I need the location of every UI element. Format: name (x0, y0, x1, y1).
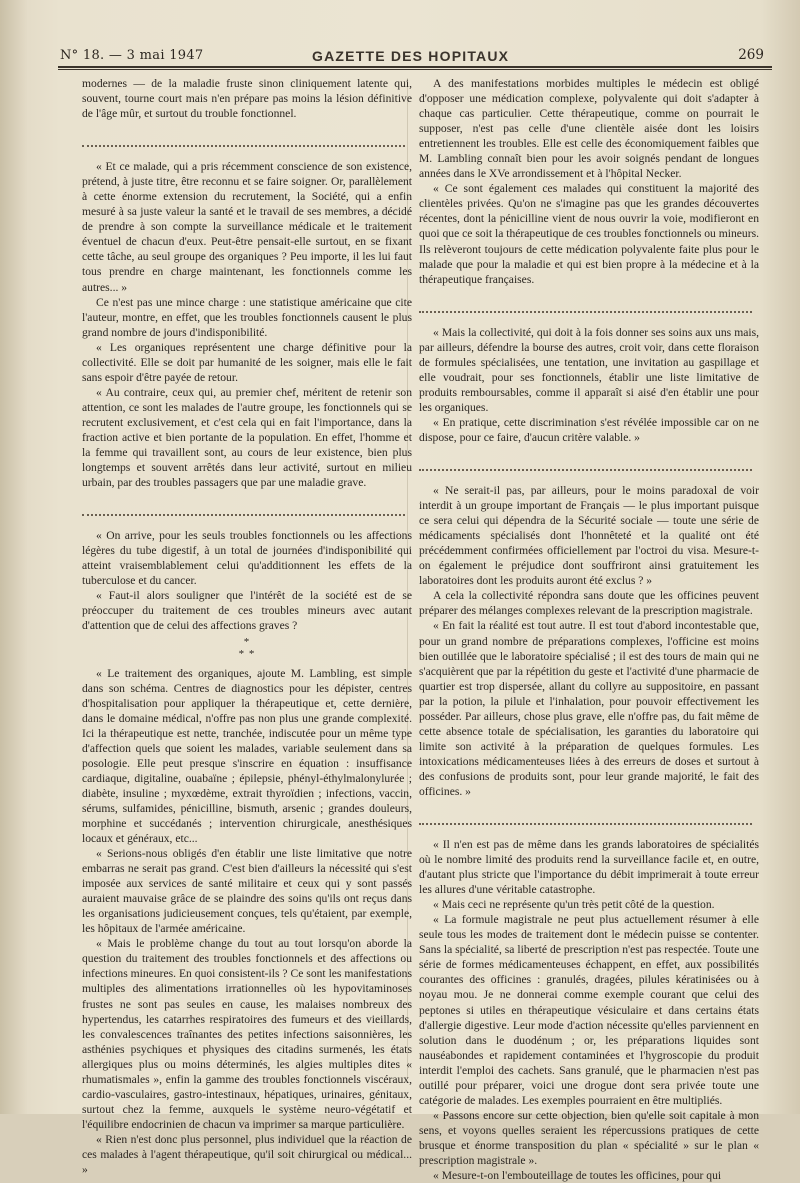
dotted-separator (82, 500, 405, 516)
paragraph: « Serions-nous obligés d'en établir une liste limitative que notre embarras ne serait pas grand. C'est bien d'ailleurs la nécessité qui s'est imposée aux services de santé militaire et ceux qui y sont passés auraient mauvaise grâce de se plaindre des soins qu'ils ont reçus dans les organisations judicieusement conçues, tels qu'étaient, par exemple, les hôpitaux de l'armée américaine. (82, 847, 412, 936)
paragraph: A des manifestations morbides multiples le médecin est obligé d'opposer une médication complexe, polyvalente qui doit s'adapter à chaque cas particulier. Cette thérapeutique, comme on pourrait le supposer, n'est pas celle d'une clientèle aisée dont les loisirs entretiennent les troubles. Elle est celle des économiquement faibles que M. Lambling connaît bien pour les avoir soignés pendant de longues années dans le XVe arrondissement et à l'hôpital Necker. (419, 77, 759, 181)
issue-date: N° 18. — 3 mai 1947 (60, 48, 204, 63)
paragraph: « Les organiques représentent une charge définitive pour la collectivité. Elle se doit par humanité de les soigner, mais elle le fait sans espoir d'être payée de retour. (82, 340, 412, 384)
paragraph: « En fait la réalité est tout autre. Il est tout d'abord incontestable que, pour un grand nombre de préparations complexes, l'officine est moins bien outillée que le laboratoire spécialisé ; il est des tours de main qui ne s'acquièrent que par la répétition du geste et l'activité d'une pharmacie de quartier est trop dispersée, allant du collyre au suppositoire, en passant par la potion, la pilule et l'inhalation, pour pouvoir effectivement les posséder. Par ailleurs, chose plus grave, elle n'offre pas, du fait même de cette absence totale de spécialisation, les garanties du laboratoire qui limite son activité à la préparation de quelques formules. Les intoxications médicamenteuses liées à des erreurs de doses et surtout à des confusions de produits sont, pour leur grande majorité, le fait des officines. » (419, 619, 759, 798)
paragraph: « Mais ceci ne représente qu'un très petit côté de la question. (433, 898, 715, 912)
paragraph: « Faut-il alors souligner que l'intérêt de la société est de se préoccuper du traitement de ces troubles mineurs avec autant d'attention que de celui des affections graves ? (82, 589, 412, 633)
paragraph: « Rien n'est donc plus personnel, plus individuel que la réaction de ces malades à l'agent thérapeutique, qu'il soit chirurgical ou médical... » (82, 1132, 412, 1177)
paragraph: « La formule magistrale ne peut plus actuellement résumer à elle seule tous les modes de traitement dont le médecin puisse se contenter. Sans la spécialité, sa liberté de prescription n'est pas respectée. Toute une série de formes médicamenteuses échappent, en effet, aux possibilités courantes des officines : granulés, dragées, pilules kératinisées ou à noyau mou. Je ne donnerai comme exemple courant que celui des peptones si utiles en thérapeutique vésiculaire et dans certains états d'allergie digestive. Leur mode d'action nécessite qu'elles parviennent en solution dans le duodénum ; or, les préparations liquides sont nauséabondes et rapidement contaminées et l'hygroscopie du produit interdit l'emploi des cachets. Sans granulé, que le pharmacien n'est pas outillé pour préparer, voici une drogue dont sera privée toute une catégorie de malades. Les exemples pourraient en être multipliés. (419, 913, 759, 1107)
header-rule-thin (58, 69, 772, 70)
dotted-separator (419, 809, 752, 825)
paragraph: « Mais le problème change du tout au tout lorsqu'on aborde la question du traitement des troubles fonctionnels et des affections ou infections mineures. En quoi consistent-ils ? Ce sont les manifestations multiples des alimentations irrationnelles où les hypovitaminoses frustes ne sont pas seules en cause, les malaises nombreux des hypertendus, les catarrhes respiratoires des fumeurs et des vieillards, les convalescences traînantes des petites infections saisonnières, les asthénies psychiques et physiques des citadins surmenés, les états allergiques plus ou moins déterminés, les algies multiples dites « rhumatismales », enfin la gamme des troubles fonctionnels viscéraux, cardio-vasculaires, gastro-intestinaux, hépatiques, urinaires, génitaux, surtout chez la femme, auxquels le système neuro-végétatif et l'équilibre endocrinien de chacun va imprimer sa marque particulière. (82, 937, 412, 1131)
page-number: 269 (738, 47, 764, 63)
paragraph: « Mais la collectivité, qui doit à la fois donner ses soins aux uns mais, par ailleurs, défendre la bourse des autres, croit voir, dans cette floraison de formules spécialisées, une tentation, une invitation au gaspillage et elle voudrait, pour ses fonctionnels, établir une liste limitative de produits remboursables, comme il apparaît si aisé d'en établir une pour les organiques. (419, 325, 759, 414)
dotted-separator (419, 455, 752, 471)
paragraph: modernes — de la maladie fruste sinon cliniquement latente qui, souvent, tourne court mais n'en prépare pas moins la lésion définitive de l'âge mûr, et surtout du trouble fonctionnel. (82, 77, 412, 121)
asterism-glyphs: * * * (238, 635, 256, 660)
paragraph: A cela la collectivité répondra sans doute que les officines peuvent préparer des mélanges complexes relevant de la prescription magistrale. (419, 589, 759, 618)
paragraph: « Mesure-t-on l'embouteillage de toutes les officines, pour qui (433, 1169, 722, 1183)
dotted-separator (419, 297, 752, 313)
paragraph: « Passons encore sur cette objection, bien qu'elle soit capitale à mon sens, et voyons quelles seraient les répercussions pratiques de cette brusque et énorme transposition du plan « spécialité » sur le plan « prescription magistrale ». (419, 1108, 759, 1167)
paragraph: « Au contraire, ceux qui, au premier chef, méritent de retenir son attention, ce sont les malades de l'autre groupe, les fonctionnels qui se recrutent exclusivement, et c'est cela qui en fait l'importance, dans la fraction active et bien portante de la population. En effet, l'homme et la femme qui travaillent sont, au cours de leur existence, bien plus longtemps et souvent arrêtés dans leur activité, surtout en milieu urbain, par des troubles passagers que par une maladie grave. (82, 385, 412, 490)
running-header (60, 44, 770, 68)
journal-title: GAZETTE DES HOPITAUX (312, 48, 510, 64)
dotted-separator (82, 131, 405, 147)
paragraph: « Il n'en est pas de même dans les grands laboratoires de spécialités où le nombre limité des produits rend la surveillance facile et, en outre, d'autant plus stricte que l'importance du débit imprimerait à toute erreur les allures d'une véritable catastrophe. (419, 838, 759, 897)
section-asterism (82, 636, 412, 660)
paragraph: « On arrive, pour les seuls troubles fonctionnels ou les affections légères du tube digestif, à un total de journées d'indisponibilité qui atteint vraisemblablement celui qu'additionnent les effets de la tuberculose et du cancer. (82, 529, 412, 588)
paragraph: Ce n'est pas une mince charge : une statistique américaine que cite l'auteur, montre, en effet, que les troubles fonctionnels causent le plus grand nombre de jours d'indisponibilité. (82, 295, 412, 339)
paragraph: « Ne serait-il pas, par ailleurs, pour le moins paradoxal de voir interdit à un groupe important de Français — le plus important puisque ce sera celui qui dépendra de la Sécurité sociale — toute une série de médicaments spécialisés dont l'honnêteté et la qualité ont été précédemment confirmées officiellement par l'octroi du visa. Mesure-t-on également le préjudice dont souffriront ainsi gratuitement les laboratoires dont les produits auront été exclus ? » (419, 484, 759, 588)
header-rule-thick (58, 66, 772, 68)
right-column (419, 76, 759, 1183)
paragraph: « Le traitement des organiques, ajoute M. Lambling, est simple dans son schéma. Centres de diagnostics pour les dépister, centres d'hospitalisation pour appliquer la thérapeutique et, cette dernière, dans le domaine médical, n'offre pas non plus une grande complexité. Ici la thérapeutique est nette, tranchée, indiscutée pour un même type d'affection quels que soient les malades, variable seulement dans sa posologie. Elle peut presque s'inscrire en équation : insuffisance cardiaque, digitaline, ouabaïne ; épilepsie, phényl-éthylmalonylurée ; diabète, insuline ; myxœdème, extrait thyroïdien ; infections, vaccin, sérums, sulfamides, pénicilline, bismuth, arsenic ; grandes douleurs, morphine et succédanés ; intervention chirurgicale, anesthésiques locaux et généraux, etc... (82, 666, 412, 846)
paragraph: « Et ce malade, qui a pris récemment conscience de son existence, prétend, à juste titre, être reconnu et se faire soigner. Or, parallèlement à cette énorme extension du recrutement, la Société, qui a enfin mesuré à sa juste valeur la santé et le travail de ses membres, a décidé de prendre à son compte la surveillance médicale et le traitement éventuel de chacun d'eux. Peut-être pensait-elle surtout, en se fixant cette tâche, au seul groupe des organiques ? Peu importe, il les lui faut tous prendre en charge maintenant, les fonctionnels comme les autres... » (82, 160, 412, 294)
paragraph: « En pratique, cette discrimination s'est révélée impossible car on ne dispose, pour ce faire, d'aucun critère valable. » (419, 415, 759, 444)
paragraph: « Ce sont également ces malades qui constituent la majorité des clientèles privées. Qu'on ne s'imagine pas que les grandes découvertes récentes, dont la pénicilline vient de nous ouvrir la voie, modifieront en quoi que ce soit la thérapeutique de ces troubles fonctionnels ou mineurs. Ils relèveront toujours de cette médication polyvalente faite plus pour le malade que pour la maladie et qui est bien propre à la médecine et à la thérapeutique françaises. (419, 182, 759, 286)
left-column (82, 76, 412, 1177)
